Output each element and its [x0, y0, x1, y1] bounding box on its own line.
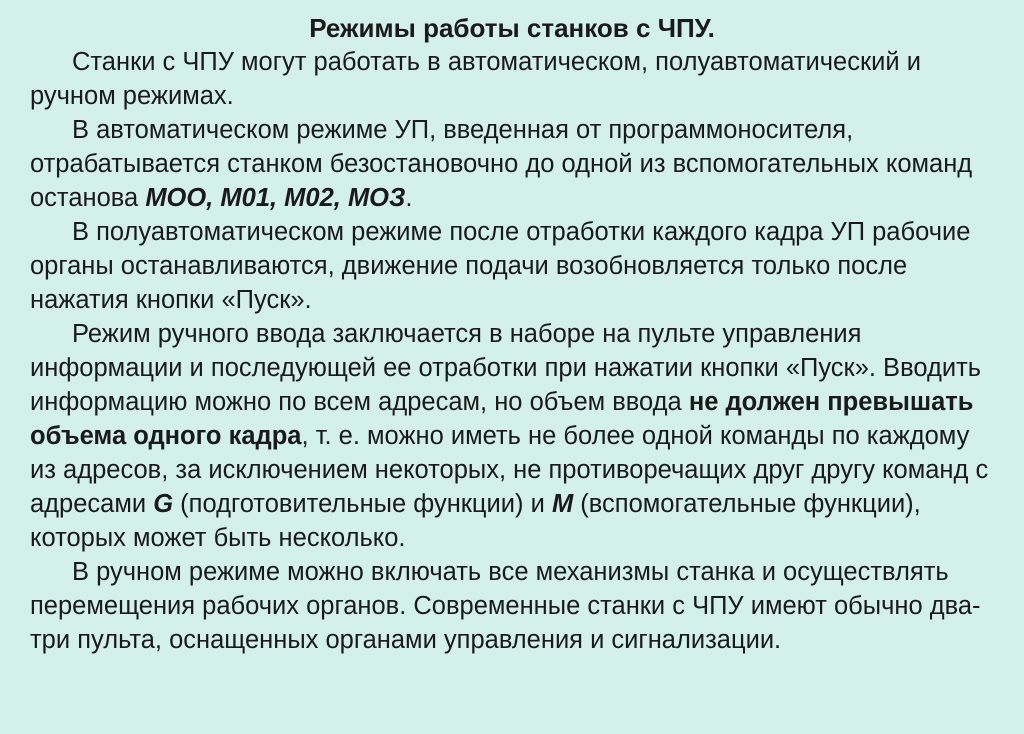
paragraph-manual-mode: [30, 555, 994, 657]
paragraph-auto-mode-end: .: [405, 184, 413, 212]
paragraph-semi-auto-mode: [30, 215, 994, 317]
stop-commands: МОО, М01, М02, МОЗ: [145, 184, 406, 212]
paragraph-intro: [30, 45, 994, 113]
address-m: М: [551, 490, 574, 518]
manual-input-text-c: (подготовительные функции) и: [173, 490, 552, 518]
paragraph-auto-mode-text: В автоматическом режиме УП, введенная от программоносителя, отрабатывается станком безостановочно до одной из вспомогательных команд останова: [30, 116, 973, 212]
paragraph-auto-mode: [30, 113, 994, 215]
manual-input-text-a: Режим ручного ввода заключается в наборе на пульте управления информации и последующей ее отработки при нажатии кнопки «Пуск». Вводить информацию можно по всем адресам, но объем ввода: [30, 320, 982, 416]
paragraph-manual-mode-text: В ручном режиме можно включать все механизмы станка и осуществлять перемещения рабочих органов. Современные станки с ЧПУ имеют обычно два-три пульта, оснащенных органами управления и сигнализации.: [30, 558, 981, 654]
manual-input-emphasis: не должен превышать объема одного кадра: [30, 388, 974, 450]
paragraph-manual-input: [30, 317, 994, 555]
page-title: Режимы работы станков с ЧПУ.: [309, 13, 715, 43]
paragraph-intro-text: Станки с ЧПУ могут работать в автоматическом, полуавтоматический и ручном режимах.: [30, 48, 921, 110]
address-g: G: [153, 490, 174, 518]
paragraph-semi-auto-mode-text: В полуавтоматическом режиме после отработки каждого кадра УП рабочие органы останавливаются, движение подачи возобновляется только после нажатия кнопки «Пуск».: [30, 218, 971, 314]
manual-input-text-b: , т. е. можно иметь не более одной команды по каждому из адресов, за исключением некоторых, не противоречащих друг другу команд с адресами: [30, 422, 989, 518]
manual-input-text-d: (вспомогательные функции), которых может быть несколько.: [30, 490, 921, 552]
